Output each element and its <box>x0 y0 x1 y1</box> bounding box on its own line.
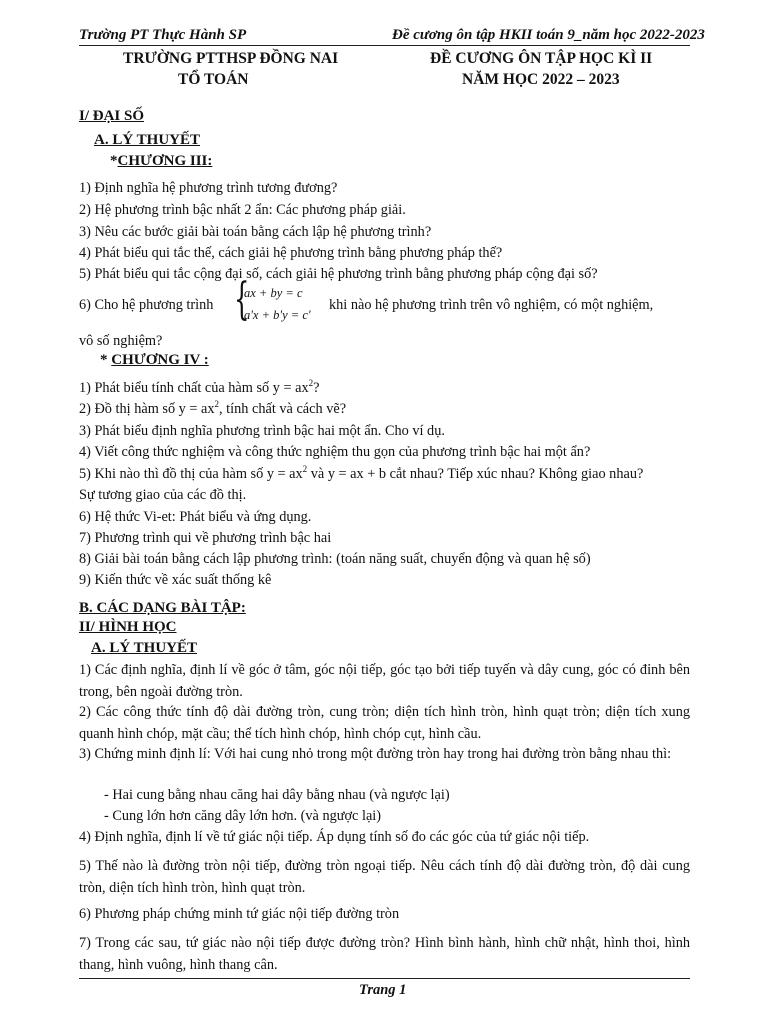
list-item: 6) Hệ thức Vi-et: Phát biểu và ứng dụng. <box>79 509 312 525</box>
school-name: TRƯỜNG PTTHSP ĐỒNG NAI <box>123 50 339 67</box>
list-item: 1) Định nghĩa hệ phương trình tương đương? <box>79 180 338 196</box>
chapter-4-label: CHƯƠNG IV : <box>111 352 209 368</box>
item-text: 1) Phát biểu tính chất của hàm số y = ax <box>79 380 309 396</box>
list-item-6-continuation: vô số nghiệm? <box>79 333 163 349</box>
geometry-theory-heading: A. LÝ THUYẾT <box>91 640 197 656</box>
item-text: 2) Đồ thị hàm số y = ax <box>79 401 215 417</box>
list-item-6-prefix: 6) Cho hệ phương trình <box>79 297 214 313</box>
item-text: và y = ax + b cắt nhau? Tiếp xúc nhau? Không giao nhau? <box>307 466 644 482</box>
algebra-theory-heading: A. LÝ THUYẾT <box>94 132 200 148</box>
chapter-3-heading <box>110 153 212 170</box>
chapter-4-heading <box>100 352 209 369</box>
exponent: 2 <box>302 464 308 475</box>
brace-glyph: { <box>234 274 250 325</box>
list-item: 7) Phương trình qui về phương trình bậc hai <box>79 530 332 546</box>
list-item: 4) Viết công thức nghiệm và công thức nghiệm thu gọn của phương trình bậc hai một ẩn? <box>79 444 591 460</box>
section-algebra-heading: I/ ĐẠI SỐ <box>79 108 145 124</box>
list-item: 4) Định nghĩa, định lí về tứ giác nội tiếp. Áp dụng tính số đo các góc của tứ giác nội tiếp. <box>79 829 590 845</box>
list-item <box>79 380 319 397</box>
chapter-4-prefix: * <box>100 352 112 368</box>
equation-system <box>234 274 326 328</box>
chapter-3-label: CHƯƠNG III: <box>117 153 213 169</box>
list-item: 5) Phát biểu qui tắc cộng đại số, cách giải hệ phương trình bằng phương pháp cộng đại số? <box>79 266 598 282</box>
document-title: ĐỀ CƯƠNG ÔN TẬP HỌC KÌ II <box>430 50 653 67</box>
list-item: 3) Nêu các bước giải bài toán bằng cách lập hệ phương trình? <box>79 224 432 240</box>
header-rule <box>79 45 690 46</box>
list-item: 2) Các công thức tính độ dài đường tròn, cung tròn; diện tích hình tròn, hình quạt tròn; diện tích xung quanh hình chóp, mặt cầu; thể tích hình chóp, hình chóp cụt, hình cầu. <box>79 704 690 742</box>
list-item: 1) Các định nghĩa, định lí về góc ở tâm, góc nội tiếp, góc tạo bởi tiếp tuyến và dây cung, góc có đỉnh bên trong, bên ngoài đường tròn. <box>79 662 690 700</box>
list-item <box>79 466 643 483</box>
exercises-heading: B. CÁC DẠNG BÀI TẬP: <box>79 600 246 616</box>
list-item: 5) Thế nào là đường tròn nội tiếp, đường tròn ngoại tiếp. Nêu cách tính độ dài đường tròn, độ dài cung tròn, diện tích hình tròn, hình quạt tròn. <box>79 858 690 896</box>
list-item: 8) Giải bài toán bằng cách lập phương trình: (toán năng suất, chuyển động và quan hệ số) <box>79 551 591 567</box>
list-item: 7) Trong các sau, tứ giác nào nội tiếp được đường tròn? Hình bình hành, hình chữ nhật, hình thoi, hình thang, hình vuông, hình thang cân. <box>79 935 690 973</box>
chapter-3-prefix: * <box>110 153 118 169</box>
item-text: 5) Khi nào thì đồ thị của hàm số y = ax <box>79 466 303 482</box>
list-item <box>79 401 346 418</box>
list-item: 9) Kiến thức về xác suất thống kê <box>79 572 272 588</box>
exponent: 2 <box>214 399 220 410</box>
equation-2: a'x + b'y = c' <box>244 308 311 322</box>
list-sub-item: - Cung lớn hơn căng dây lớn hơn. (và ngược lại) <box>104 808 382 824</box>
header-doc-title: Đề cương ôn tập HKII toán 9_năm học 2022-2023 <box>392 27 705 43</box>
school-year: NĂM HỌC 2022 – 2023 <box>462 71 620 88</box>
list-item: 3) Chứng minh định lí: Với hai cung nhỏ trong một đường tròn hay trong hai đường tròn bằng nhau thì: <box>79 746 672 762</box>
footer-rule <box>79 978 690 979</box>
list-sub-item: - Hai cung bằng nhau căng hai dây bằng nhau (và ngược lại) <box>104 787 450 803</box>
list-item: 6) Phương pháp chứng minh tứ giác nội tiếp đường tròn <box>79 906 400 922</box>
list-item: 3) Phát biểu định nghĩa phương trình bậc hai một ẩn. Cho ví dụ. <box>79 423 445 439</box>
item-text: ? <box>313 380 320 396</box>
list-item: 4) Phát biểu qui tắc thế, cách giải hệ phương trình bằng phương pháp thế? <box>79 245 503 261</box>
list-item-continuation: Sự tương giao của các đồ thị. <box>79 487 247 503</box>
exponent: 2 <box>308 378 314 389</box>
list-item: 2) Hệ phương trình bậc nhất 2 ẩn: Các phương pháp giải. <box>79 202 406 218</box>
page-number: Trang 1 <box>359 982 407 998</box>
section-geometry-heading: II/ HÌNH HỌC <box>79 619 177 635</box>
item-text: , tính chất và cách vẽ? <box>219 401 347 417</box>
list-item-6-suffix: khi nào hệ phương trình trên vô nghiệm, có một nghiệm, <box>329 297 654 313</box>
header-school: Trường PT Thực Hành SP <box>79 27 247 43</box>
department-name: TỔ TOÁN <box>178 71 249 88</box>
equation-1: ax + by = c <box>244 286 303 300</box>
